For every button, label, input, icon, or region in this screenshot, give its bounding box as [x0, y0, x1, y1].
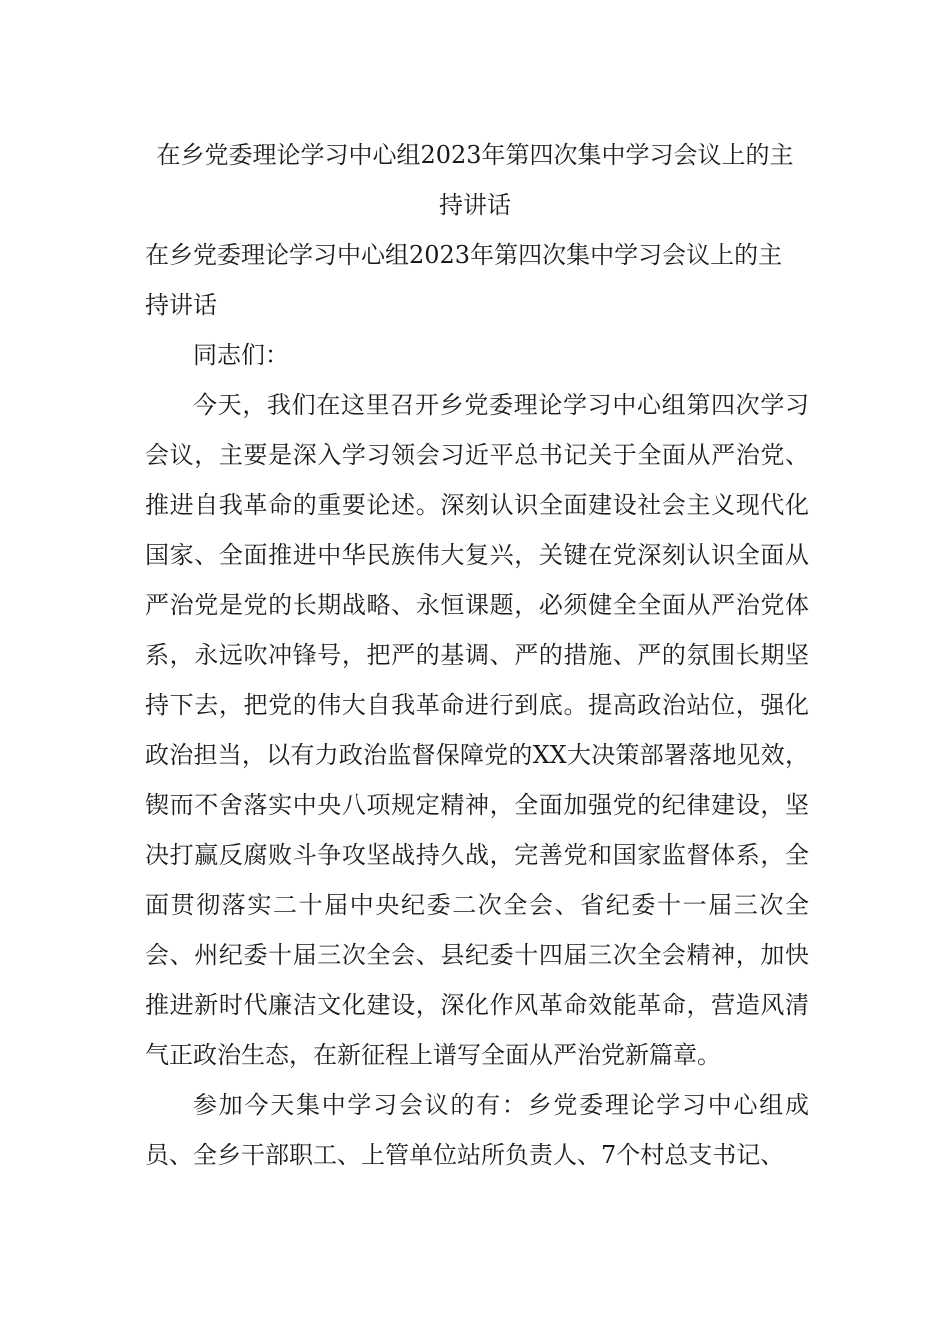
document-body — [145, 330, 809, 1180]
document-subtitle: 在乡党委理论学习中心组2023年第四次集中学习会议上的主持讲话 — [145, 241, 783, 319]
body-paragraph: 今天，我们在这里召开乡党委理论学习中心组第四次学习会议，主要是深入学习领会习近平总书记关于全面从严治党、推进自我革命的重要论述。深刻认识全面建设社会主义现代化国家、全面推进中华民族伟大复兴，关键在党深刻认识全面从严治党是党的长期战略、永恒课题，必须健全全面从严治党体系，永远吹冲锋号，把严的基调、严的措施、严的氛围长期坚持下去，把党的伟大自我革命进行到底。提高政治站位，强化政治担当，以有力政治监督保障党的XX大决策部署落地见效，锲而不舍落实中央八项规定精神，全面加强党的纪律建设，坚决打赢反腐败斗争攻坚战持久战，完善党和国家监督体系，全面贯彻落实二十届中央纪委二次全会、省纪委十一届三次全会、州纪委十届三次全会、县纪委十四届三次全会精神，加快推进新时代廉洁文化建设，深化作风革命效能革命，营造风清气正政治生态，在新征程上谱写全面从严治党新篇章。 — [145, 391, 809, 1069]
body-paragraph: 参加今天集中学习会议的有：乡党委理论学习中心组成员、全乡干部职工、上管单位站所负责人、7个村总支书记、 — [145, 1091, 809, 1169]
document-title: 在乡党委理论学习中心组2023年第四次集中学习会议上的主持讲话 — [156, 141, 794, 219]
salutation-paragraph: 同志们： — [193, 341, 289, 369]
